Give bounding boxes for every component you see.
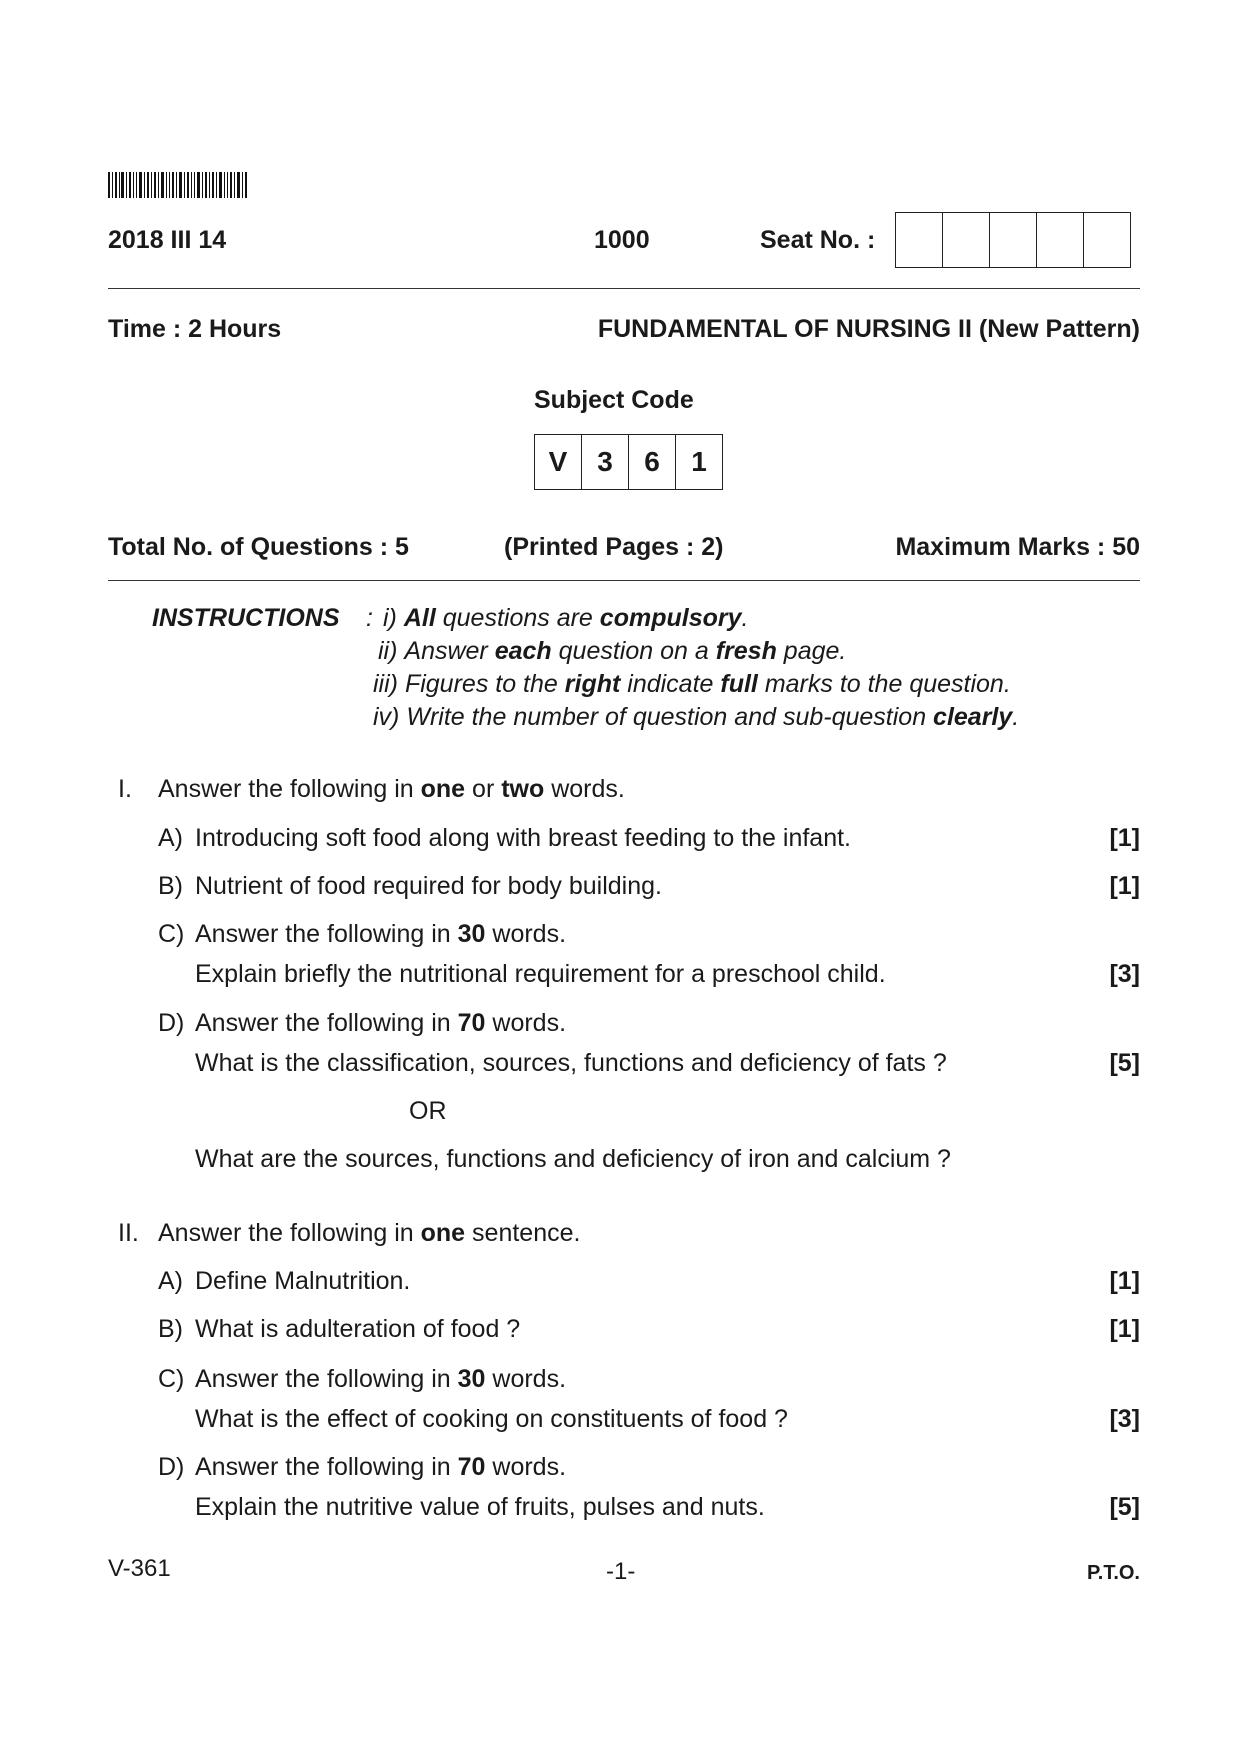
or-separator: OR [409,1097,447,1125]
question-instruction: Answer the following in 70 words. [195,1453,567,1481]
section-lead: Answer the following in one sentence. [158,1219,581,1247]
question-marks: [1] [1109,1267,1140,1295]
question-marks: [5] [1109,1049,1140,1077]
printed-pages: (Printed Pages : 2) [504,533,724,561]
question-label: D) [158,1453,185,1481]
footer-page-number: -1- [606,1558,636,1585]
maximum-marks: Maximum Marks : 50 [895,533,1140,561]
question-instruction: Answer the following in 30 words. [195,1365,567,1393]
question-text: What are the sources, functions and deficiency of iron and calcium ? [195,1145,951,1173]
question-text: Explain the nutritive value of fruits, pulses and nuts. [195,1493,765,1521]
question-label: B) [158,872,183,900]
instruction-item: iv) Write the number of question and sub-question clearly. [373,703,1020,731]
question-text: What is the effect of cooking on constituents of food ? [195,1405,788,1433]
question-text: Introducing soft food along with breast feeding to the infant. [195,824,851,852]
question-marks: [5] [1109,1493,1140,1521]
seat-number-box[interactable] [990,213,1037,267]
question-marks: [3] [1109,1405,1140,1433]
subject-code-digit: 3 [582,435,629,489]
section-lead: Answer the following in one or two words. [158,775,625,803]
section-number: I. [118,775,132,803]
question-text: Explain briefly the nutritional requirement for a preschool child. [195,960,886,988]
question-marks: [1] [1109,872,1140,900]
question-text: What is the classification, sources, functions and deficiency of fats ? [195,1049,947,1077]
seat-number-box[interactable] [1084,213,1130,267]
question-marks: [3] [1109,960,1140,988]
instructions-separator: : [366,604,373,632]
question-instruction: Answer the following in 30 words. [195,920,567,948]
header-divider [108,580,1140,581]
paper-title: FUNDAMENTAL OF NURSING II (New Pattern) [597,315,1140,343]
copy-count: 1000 [594,226,650,254]
question-label: D) [158,1009,185,1037]
subject-code-digit: 1 [691,446,707,477]
exam-code: 2018 III 14 [108,226,227,254]
subject-code-boxes [534,434,723,490]
section-number: II. [118,1219,139,1247]
question-text: Define Malnutrition. [195,1267,411,1295]
instruction-item: iii) Figures to the right indicate full marks to the question. [373,670,1011,698]
footer-pto: P.T.O. [1087,1562,1140,1584]
seat-number-boxes[interactable] [895,212,1131,268]
total-questions: Total No. of Questions : 5 [108,533,409,561]
barcode-image [108,172,248,198]
subject-code-label: Subject Code [534,386,694,414]
question-marks: [1] [1109,1315,1140,1343]
seat-number-box[interactable] [943,213,990,267]
question-text: Nutrient of food required for body building. [195,872,662,900]
subject-code-digit: V [535,435,582,489]
instruction-item: ii) Answer each question on a fresh page. [378,637,847,665]
header-divider [108,288,1140,289]
question-label: A) [158,824,183,852]
seat-number-label: Seat No. : [760,226,876,254]
footer-paper-code: V-361 [108,1555,171,1582]
exam-time: Time : 2 Hours [108,315,282,343]
seat-number-box[interactable] [896,213,943,267]
question-label: A) [158,1267,183,1295]
instructions-label: INSTRUCTIONS [152,604,340,632]
instruction-item: i) All questions are compulsory. [383,604,749,632]
question-label: C) [158,920,185,948]
question-instruction: Answer the following in 70 words. [195,1009,567,1037]
question-label: B) [158,1315,183,1343]
question-text: What is adulteration of food ? [195,1315,521,1343]
subject-code-digit: 6 [629,435,676,489]
question-marks: [1] [1109,824,1140,852]
question-label: C) [158,1365,185,1393]
seat-number-box[interactable] [1037,213,1084,267]
